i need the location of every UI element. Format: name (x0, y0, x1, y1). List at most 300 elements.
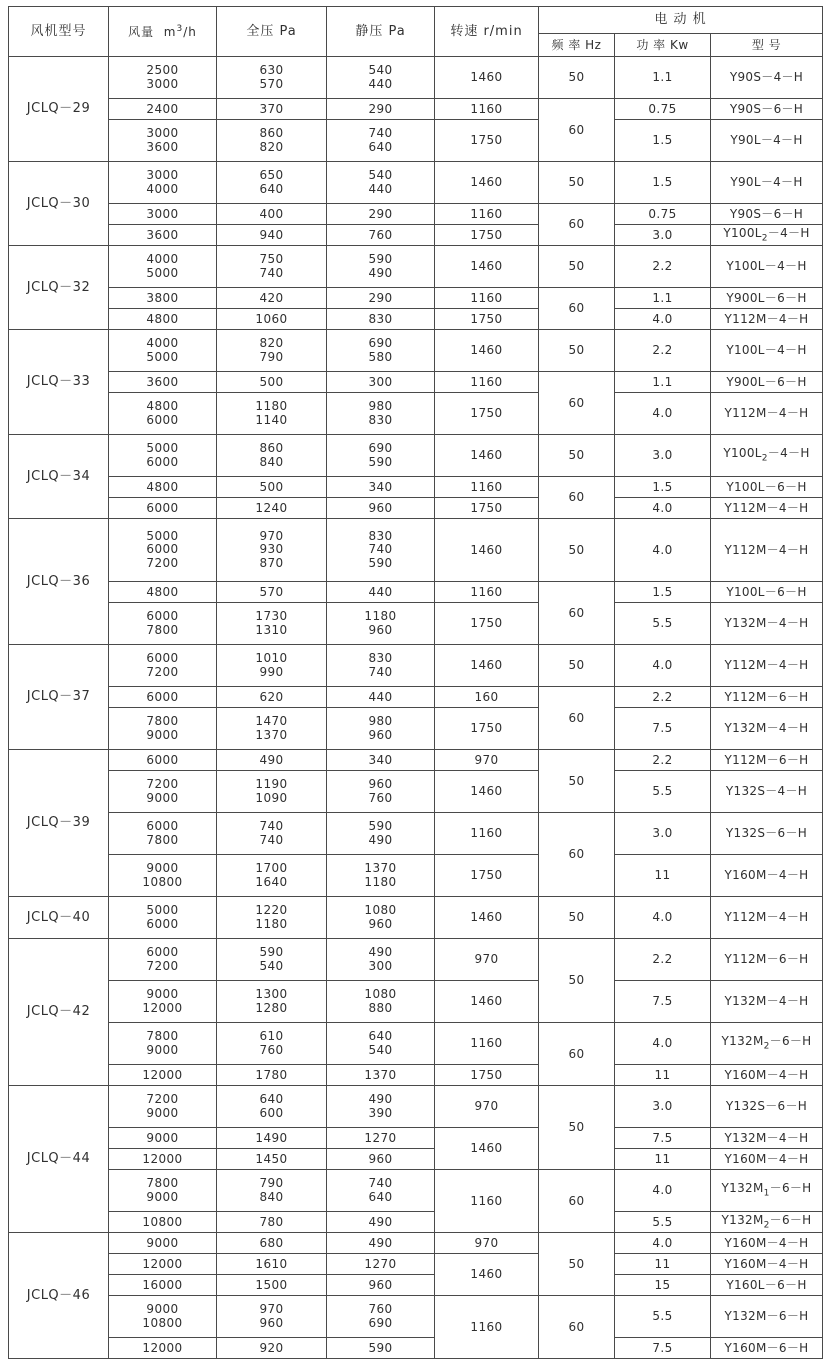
table-row (9, 981, 823, 1023)
cell-static: 690 580 (327, 330, 435, 372)
table-row (9, 1275, 823, 1296)
table-row (9, 687, 823, 708)
cell-power: 0.75 (615, 99, 711, 120)
cell-static: 960 (327, 498, 435, 519)
cell-power: 0.75 (615, 204, 711, 225)
cell-freq: 60 (539, 582, 615, 645)
cell-power: 7.5 (615, 708, 711, 750)
cell-static: 740 640 (327, 120, 435, 162)
cell-total: 590 540 (217, 939, 327, 981)
cell-motor-type: Y132S－6－H (711, 1086, 823, 1128)
cell-flow: 3600 (109, 372, 217, 393)
cell-static: 1370 (327, 1065, 435, 1086)
cell-power: 11 (615, 1254, 711, 1275)
cell-speed: 1460 (435, 1254, 539, 1296)
cell-motor-type: Y160M－6－H (711, 1338, 823, 1359)
cell-motor-type: Y160L－6－H (711, 1275, 823, 1296)
cell-total: 1610 (217, 1254, 327, 1275)
cell-speed: 1460 (435, 645, 539, 687)
table-row (9, 645, 823, 687)
table-row (9, 1233, 823, 1254)
table-row (9, 162, 823, 204)
cell-flow: 3600 (109, 225, 217, 246)
header-flow (109, 7, 217, 57)
cell-total: 1500 (217, 1275, 327, 1296)
cell-total: 970 930 870 (217, 519, 327, 582)
cell-static: 760 690 (327, 1296, 435, 1338)
cell-flow: 6000 7200 (109, 645, 217, 687)
cell-static: 540 440 (327, 162, 435, 204)
cell-total: 630 570 (217, 57, 327, 99)
cell-freq: 50 (539, 750, 615, 813)
cell-flow: 9000 10800 (109, 855, 217, 897)
cell-power: 5.5 (615, 1296, 711, 1338)
cell-power: 3.0 (615, 435, 711, 477)
cell-motor-type: Y132M－4－H (711, 603, 823, 645)
cell-static: 490 390 (327, 1086, 435, 1128)
cell-power: 15 (615, 1275, 711, 1296)
cell-power: 3.0 (615, 813, 711, 855)
cell-power: 2.2 (615, 939, 711, 981)
cell-freq: 50 (539, 519, 615, 582)
cell-freq: 60 (539, 477, 615, 519)
cell-flow: 10800 (109, 1212, 217, 1233)
cell-static: 590 (327, 1338, 435, 1359)
cell-static: 1180 960 (327, 603, 435, 645)
cell-speed: 1460 (435, 57, 539, 99)
cell-speed: 1160 (435, 372, 539, 393)
cell-freq: 60 (539, 1170, 615, 1233)
cell-static: 830 (327, 309, 435, 330)
cell-total: 740 740 (217, 813, 327, 855)
cell-speed: 1160 (435, 582, 539, 603)
cell-static: 960 (327, 1275, 435, 1296)
cell-power: 5.5 (615, 603, 711, 645)
cell-speed: 1460 (435, 246, 539, 288)
cell-motor-type: Y112M－4－H (711, 519, 823, 582)
cell-speed: 1750 (435, 120, 539, 162)
cell-flow: 4000 5000 (109, 246, 217, 288)
cell-static: 830 740 590 (327, 519, 435, 582)
header-speed: 转速 r/min (435, 7, 539, 57)
cell-flow: 16000 (109, 1275, 217, 1296)
cell-speed: 1160 (435, 1023, 539, 1065)
cell-freq: 60 (539, 288, 615, 330)
table-row (9, 771, 823, 813)
cell-speed: 1160 (435, 1170, 539, 1233)
cell-total: 860 820 (217, 120, 327, 162)
cell-speed: 1160 (435, 99, 539, 120)
cell-flow: 4800 6000 (109, 393, 217, 435)
cell-total: 860 840 (217, 435, 327, 477)
cell-speed: 1750 (435, 225, 539, 246)
cell-motor-type: Y100L－6－H (711, 582, 823, 603)
cell-static: 980 830 (327, 393, 435, 435)
cell-model: JCLQ－30 (9, 162, 109, 246)
cell-freq: 60 (539, 687, 615, 750)
cell-total: 500 (217, 372, 327, 393)
cell-freq: 50 (539, 330, 615, 372)
table-row (9, 1023, 823, 1065)
cell-flow: 7800 9000 (109, 708, 217, 750)
cell-static: 960 (327, 1149, 435, 1170)
cell-power: 2.2 (615, 330, 711, 372)
table-row (9, 435, 823, 477)
cell-flow: 7800 9000 (109, 1170, 217, 1212)
table-row (9, 855, 823, 897)
cell-freq: 60 (539, 372, 615, 435)
table-row (9, 330, 823, 372)
cell-power: 3.0 (615, 225, 711, 246)
cell-total: 1490 (217, 1128, 327, 1149)
cell-speed: 970 (435, 1086, 539, 1128)
cell-speed: 1460 (435, 435, 539, 477)
cell-flow: 5000 6000 7200 (109, 519, 217, 582)
cell-flow: 9000 10800 (109, 1296, 217, 1338)
table-row (9, 393, 823, 435)
cell-model: JCLQ－44 (9, 1086, 109, 1233)
cell-static: 960 760 (327, 771, 435, 813)
cell-flow: 5000 6000 (109, 897, 217, 939)
cell-static: 1080 960 (327, 897, 435, 939)
cell-static: 340 (327, 750, 435, 771)
cell-total: 500 (217, 477, 327, 498)
cell-static: 440 (327, 582, 435, 603)
cell-power: 4.0 (615, 519, 711, 582)
cell-total: 610 760 (217, 1023, 327, 1065)
cell-motor-type: $Y132M_2-6-H$ (711, 1212, 823, 1233)
cell-freq: 50 (539, 435, 615, 477)
cell-static: 980 960 (327, 708, 435, 750)
cell-motor-type: Y132M－4－H (711, 708, 823, 750)
table-row (9, 897, 823, 939)
cell-flow: 6000 7800 (109, 603, 217, 645)
cell-total: 790 840 (217, 1170, 327, 1212)
cell-power: 1.1 (615, 372, 711, 393)
cell-motor-type: Y112M－4－H (711, 897, 823, 939)
cell-static: 340 (327, 477, 435, 498)
cell-total: 640 600 (217, 1086, 327, 1128)
cell-power: 4.0 (615, 1233, 711, 1254)
cell-freq: 60 (539, 813, 615, 897)
cell-motor-type: Y160M－4－H (711, 855, 823, 897)
cell-power: 2.2 (615, 246, 711, 288)
cell-static: 640 540 (327, 1023, 435, 1065)
cell-freq: 50 (539, 897, 615, 939)
cell-speed: 1460 (435, 519, 539, 582)
cell-total: 780 (217, 1212, 327, 1233)
cell-power: 4.0 (615, 645, 711, 687)
cell-power: 11 (615, 1149, 711, 1170)
cell-freq: 50 (539, 246, 615, 288)
cell-power: 1.5 (615, 162, 711, 204)
table-header-row-1 (9, 7, 823, 34)
table-row (9, 372, 823, 393)
cell-speed: 970 (435, 1233, 539, 1254)
header-frequency: 频 率 Hz (539, 34, 615, 57)
header-motor-type: 型 号 (711, 34, 823, 57)
header-static-pressure: 静压 Pa (327, 7, 435, 57)
table-row (9, 225, 823, 246)
cell-motor-type: $Y100L_2-4-H$ (711, 435, 823, 477)
cell-power: 4.0 (615, 1023, 711, 1065)
cell-motor-type: Y112M－4－H (711, 309, 823, 330)
header-model: 风机型号 (9, 7, 109, 57)
table-row (9, 120, 823, 162)
cell-speed: 1750 (435, 1065, 539, 1086)
header-flow-label: 风量 (128, 24, 155, 39)
cell-total: 400 (217, 204, 327, 225)
cell-static: 490 (327, 1212, 435, 1233)
cell-static: 540 440 (327, 57, 435, 99)
cell-flow: 2400 (109, 99, 217, 120)
cell-motor-type: Y132S－6－H (711, 813, 823, 855)
table-row (9, 603, 823, 645)
cell-freq: 60 (539, 204, 615, 246)
table-row (9, 582, 823, 603)
cell-freq: 60 (539, 1023, 615, 1086)
cell-flow: 4800 (109, 582, 217, 603)
cell-freq: 60 (539, 99, 615, 162)
table-row (9, 498, 823, 519)
cell-motor-type: Y100L－4－H (711, 246, 823, 288)
cell-speed: 1750 (435, 393, 539, 435)
cell-motor-type: Y112M－6－H (711, 939, 823, 981)
cell-static: 490 (327, 1233, 435, 1254)
cell-power: 4.0 (615, 897, 711, 939)
cell-flow: 5000 6000 (109, 435, 217, 477)
cell-motor-type: Y132M－4－H (711, 1128, 823, 1149)
cell-flow: 2500 3000 (109, 57, 217, 99)
cell-power: 7.5 (615, 981, 711, 1023)
cell-power: 4.0 (615, 393, 711, 435)
cell-motor-type: Y160M－4－H (711, 1149, 823, 1170)
cell-total: 1220 1180 (217, 897, 327, 939)
cell-speed: 1460 (435, 162, 539, 204)
cell-motor-type: Y112M－6－H (711, 687, 823, 708)
cell-power: 1.5 (615, 582, 711, 603)
table-row (9, 1212, 823, 1233)
cell-power: 11 (615, 1065, 711, 1086)
cell-total: 370 (217, 99, 327, 120)
cell-speed: 1460 (435, 981, 539, 1023)
cell-static: 440 (327, 687, 435, 708)
table-row (9, 288, 823, 309)
table-row (9, 519, 823, 582)
cell-power: 1.1 (615, 288, 711, 309)
table-row (9, 204, 823, 225)
cell-power: 1.5 (615, 120, 711, 162)
cell-flow: 4800 (109, 477, 217, 498)
cell-model: JCLQ－37 (9, 645, 109, 750)
cell-total: 1450 (217, 1149, 327, 1170)
cell-total: 1780 (217, 1065, 327, 1086)
cell-flow: 7200 9000 (109, 1086, 217, 1128)
cell-motor-type: Y900L－6－H (711, 372, 823, 393)
cell-flow: 3000 (109, 204, 217, 225)
cell-motor-type: Y90S－4－H (711, 57, 823, 99)
cell-speed: 1750 (435, 603, 539, 645)
cell-model: JCLQ－33 (9, 330, 109, 435)
cell-motor-type: Y132M－4－H (711, 981, 823, 1023)
cell-flow: 12000 (109, 1254, 217, 1275)
cell-motor-type: $Y132M_1-6-H$ (711, 1170, 823, 1212)
cell-motor-type: Y112M－4－H (711, 498, 823, 519)
cell-total: 940 (217, 225, 327, 246)
table-row (9, 57, 823, 99)
cell-freq: 50 (539, 1233, 615, 1296)
cell-static: 1080 880 (327, 981, 435, 1023)
cell-power: 1.1 (615, 57, 711, 99)
cell-model: JCLQ－42 (9, 939, 109, 1086)
cell-power: 4.0 (615, 498, 711, 519)
cell-static: 830 740 (327, 645, 435, 687)
header-power: 功 率 Kw (615, 34, 711, 57)
cell-static: 490 300 (327, 939, 435, 981)
cell-speed: 1160 (435, 204, 539, 225)
cell-motor-type: Y160M－4－H (711, 1065, 823, 1086)
cell-flow: 3800 (109, 288, 217, 309)
cell-static: 1270 (327, 1128, 435, 1149)
table-row (9, 1128, 823, 1149)
cell-total: 1180 1140 (217, 393, 327, 435)
cell-static: 740 640 (327, 1170, 435, 1212)
cell-speed: 970 (435, 750, 539, 771)
table-row (9, 1254, 823, 1275)
header-motor-group: 电 动 机 (539, 7, 823, 34)
cell-speed: 1160 (435, 1296, 539, 1359)
cell-motor-type: Y112M－4－H (711, 645, 823, 687)
table-row (9, 1149, 823, 1170)
cell-static: 1270 (327, 1254, 435, 1275)
cell-power: 4.0 (615, 1170, 711, 1212)
cell-power: 11 (615, 855, 711, 897)
cell-flow: 3000 3600 (109, 120, 217, 162)
cell-total: 750 740 (217, 246, 327, 288)
cell-speed: 1750 (435, 498, 539, 519)
cell-total: 680 (217, 1233, 327, 1254)
cell-static: 290 (327, 99, 435, 120)
cell-freq: 50 (539, 645, 615, 687)
table-row (9, 1170, 823, 1212)
cell-static: 590 490 (327, 246, 435, 288)
cell-total: 820 790 (217, 330, 327, 372)
cell-total: 1300 1280 (217, 981, 327, 1023)
cell-flow: 4000 5000 (109, 330, 217, 372)
cell-flow: 12000 (109, 1065, 217, 1086)
cell-speed: 1460 (435, 771, 539, 813)
cell-power: 5.5 (615, 1212, 711, 1233)
cell-motor-type: Y100L－4－H (711, 330, 823, 372)
cell-freq: 50 (539, 939, 615, 1023)
cell-motor-type: $Y132M_2-6-H$ (711, 1023, 823, 1065)
table-row (9, 1338, 823, 1359)
cell-speed: 1460 (435, 897, 539, 939)
cell-model: JCLQ－36 (9, 519, 109, 645)
cell-motor-type: Y132S－4－H (711, 771, 823, 813)
cell-total: 570 (217, 582, 327, 603)
cell-static: 300 (327, 372, 435, 393)
cell-motor-type: Y112M－6－H (711, 750, 823, 771)
cell-motor-type: Y160M－4－H (711, 1254, 823, 1275)
cell-model: JCLQ－46 (9, 1233, 109, 1359)
cell-total: 650 640 (217, 162, 327, 204)
cell-flow: 6000 7800 (109, 813, 217, 855)
cell-power: 2.2 (615, 750, 711, 771)
header-total-pressure: 全压 Pa (217, 7, 327, 57)
cell-total: 1190 1090 (217, 771, 327, 813)
table-row (9, 708, 823, 750)
table-row (9, 1296, 823, 1338)
cell-total: 1470 1370 (217, 708, 327, 750)
cell-freq: 50 (539, 1086, 615, 1170)
table-row (9, 750, 823, 771)
cell-motor-type: $Y100L_2-4-H$ (711, 225, 823, 246)
cell-static: 760 (327, 225, 435, 246)
table-row (9, 309, 823, 330)
cell-flow: 3000 4000 (109, 162, 217, 204)
table-row (9, 813, 823, 855)
cell-total: 1240 (217, 498, 327, 519)
table-row (9, 99, 823, 120)
cell-power: 7.5 (615, 1338, 711, 1359)
cell-speed: 1750 (435, 309, 539, 330)
table-row (9, 477, 823, 498)
cell-total: 620 (217, 687, 327, 708)
cell-motor-type: Y900L－6－H (711, 288, 823, 309)
cell-motor-type: Y90L－4－H (711, 162, 823, 204)
cell-total: 1010 990 (217, 645, 327, 687)
cell-flow: 6000 7200 (109, 939, 217, 981)
cell-flow: 12000 (109, 1338, 217, 1359)
cell-total: 1060 (217, 309, 327, 330)
cell-motor-type: Y90L－4－H (711, 120, 823, 162)
cell-flow: 7200 9000 (109, 771, 217, 813)
cell-motor-type: Y90S－6－H (711, 99, 823, 120)
table-row (9, 939, 823, 981)
cell-speed: 1750 (435, 708, 539, 750)
cell-static: 590 490 (327, 813, 435, 855)
cell-speed: 1160 (435, 813, 539, 855)
cell-total: 490 (217, 750, 327, 771)
table-row (9, 1065, 823, 1086)
cell-flow: 6000 (109, 498, 217, 519)
cell-total: 920 (217, 1338, 327, 1359)
cell-speed: 1160 (435, 477, 539, 498)
cell-model: JCLQ－32 (9, 246, 109, 330)
cell-freq: 60 (539, 1296, 615, 1359)
cell-speed: 1750 (435, 855, 539, 897)
cell-model: JCLQ－29 (9, 57, 109, 162)
cell-flow: 9000 (109, 1128, 217, 1149)
cell-static: 690 590 (327, 435, 435, 477)
header-flow-unit: $m^3/h$ (158, 23, 197, 39)
cell-power: 4.0 (615, 309, 711, 330)
cell-flow: 4800 (109, 309, 217, 330)
cell-freq: 50 (539, 162, 615, 204)
cell-power: 5.5 (615, 771, 711, 813)
cell-flow: 7800 9000 (109, 1023, 217, 1065)
cell-static: 1370 1180 (327, 855, 435, 897)
cell-speed: 1460 (435, 330, 539, 372)
cell-static: 290 (327, 288, 435, 309)
cell-motor-type: Y112M－4－H (711, 393, 823, 435)
cell-flow: 9000 (109, 1233, 217, 1254)
cell-total: 970 960 (217, 1296, 327, 1338)
cell-static: 290 (327, 204, 435, 225)
cell-power: 7.5 (615, 1128, 711, 1149)
cell-model: JCLQ－34 (9, 435, 109, 519)
